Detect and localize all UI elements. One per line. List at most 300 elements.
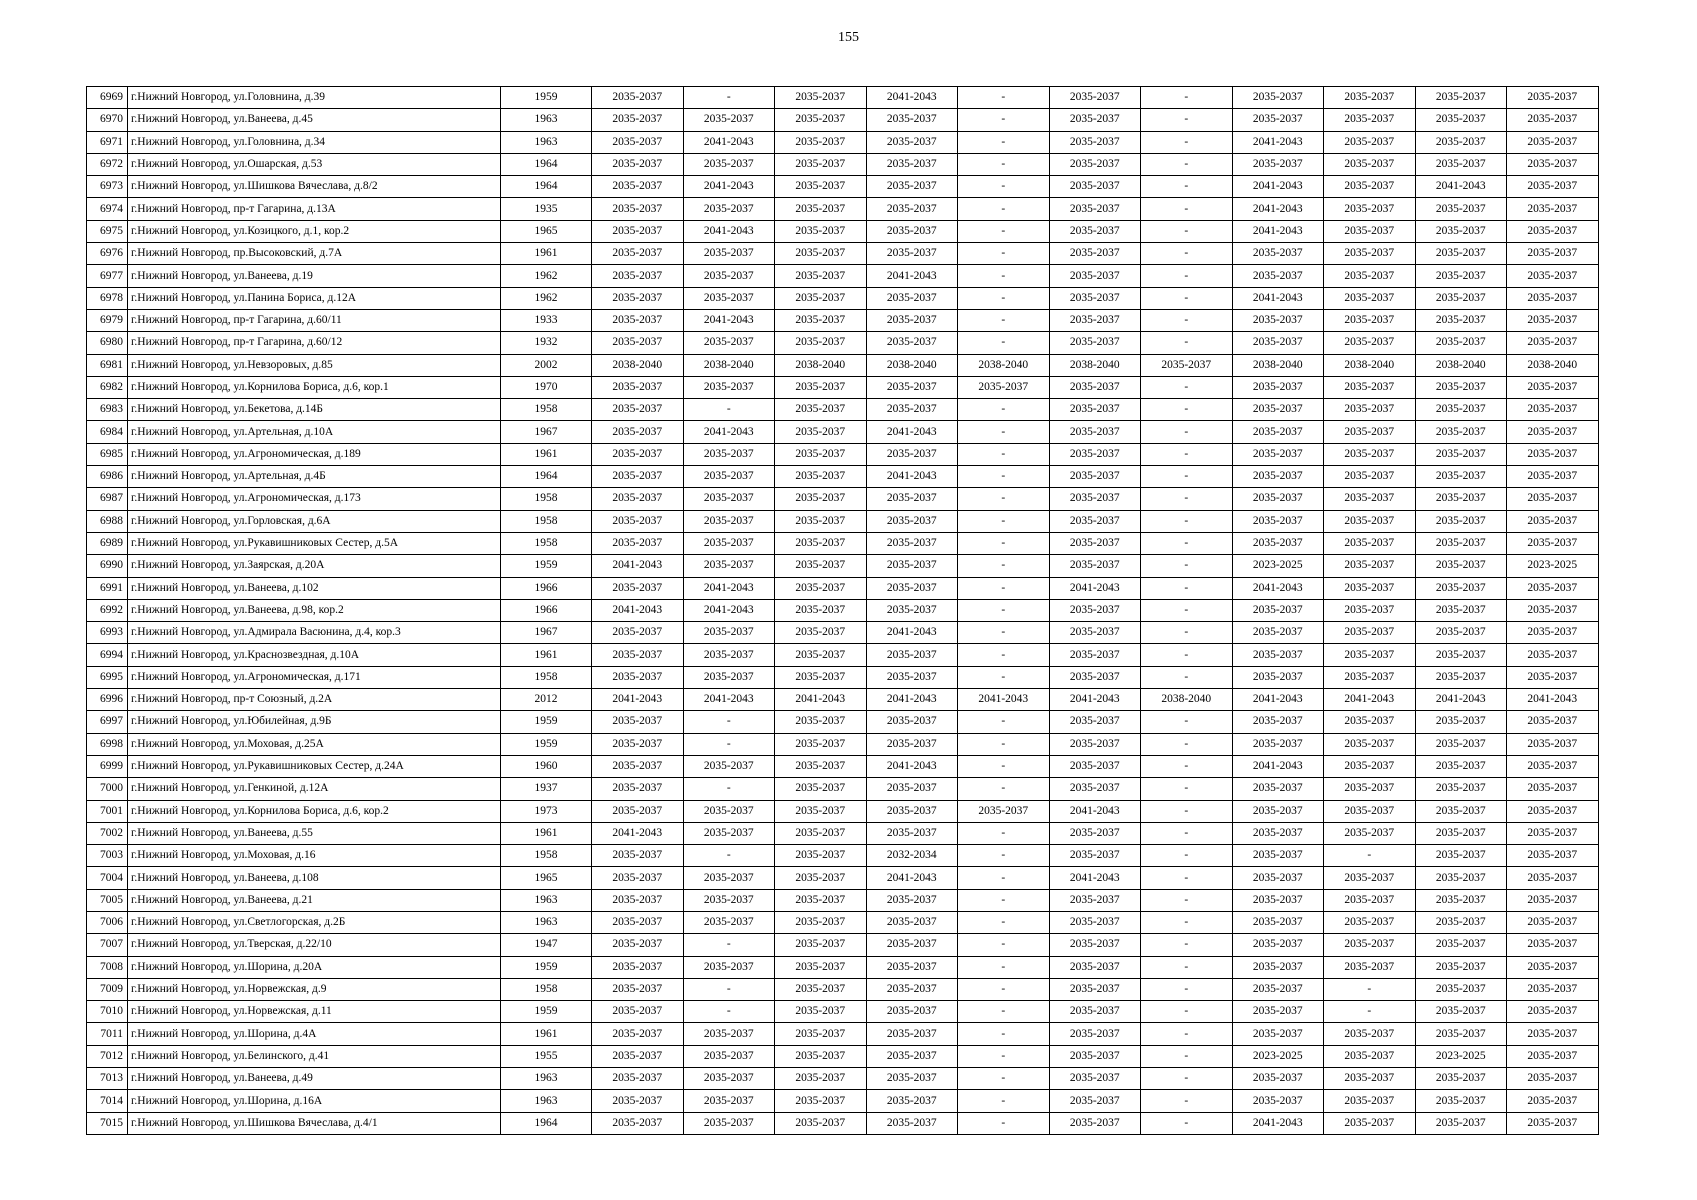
repair-period-cell: 2035-2037 bbox=[1415, 466, 1507, 488]
repair-period-cell: 2035-2037 bbox=[866, 220, 958, 242]
repair-period-cell: 2035-2037 bbox=[592, 978, 684, 1000]
repair-period-cell: 2035-2037 bbox=[958, 376, 1050, 398]
repair-period-cell: 2023-2025 bbox=[1507, 555, 1599, 577]
repair-period-cell: 2035-2037 bbox=[866, 332, 958, 354]
repair-period-cell: 2035-2037 bbox=[683, 644, 775, 666]
repair-period-cell: 2035-2037 bbox=[683, 488, 775, 510]
repair-period-cell: 2035-2037 bbox=[1232, 867, 1324, 889]
repair-period-cell: 2035-2037 bbox=[1324, 466, 1416, 488]
repair-period-cell: 2035-2037 bbox=[866, 1112, 958, 1134]
repair-period-cell: 2035-2037 bbox=[1049, 934, 1141, 956]
repair-period-cell: 2035-2037 bbox=[1415, 532, 1507, 554]
repair-period-cell: 2035-2037 bbox=[1049, 220, 1141, 242]
repair-period-cell: 2035-2037 bbox=[1415, 1068, 1507, 1090]
repair-period-cell: - bbox=[958, 1068, 1050, 1090]
repair-period-cell: 2035-2037 bbox=[1324, 176, 1416, 198]
repair-period-cell: 2035-2037 bbox=[1324, 488, 1416, 510]
row-number-cell: 7006 bbox=[87, 911, 128, 933]
repair-period-cell: 2035-2037 bbox=[1507, 666, 1599, 688]
repair-period-cell: 2038-2040 bbox=[958, 354, 1050, 376]
row-number-cell: 7005 bbox=[87, 889, 128, 911]
repair-period-cell: 2035-2037 bbox=[1415, 577, 1507, 599]
repair-period-cell: 2035-2037 bbox=[1049, 399, 1141, 421]
address-cell: г.Нижний Новгород, ул.Ванеева, д.21 bbox=[128, 889, 501, 911]
repair-period-cell: 2035-2037 bbox=[866, 399, 958, 421]
repair-period-cell: - bbox=[1141, 666, 1233, 688]
repair-period-cell: 2035-2037 bbox=[1324, 443, 1416, 465]
repair-period-cell: 2035-2037 bbox=[775, 510, 867, 532]
row-number-cell: 6972 bbox=[87, 153, 128, 175]
repair-period-cell: - bbox=[1141, 800, 1233, 822]
repair-period-cell: 2035-2037 bbox=[1049, 1045, 1141, 1067]
repair-period-cell: 2035-2037 bbox=[592, 198, 684, 220]
repair-period-cell: 2035-2037 bbox=[1324, 131, 1416, 153]
repair-period-cell: 2035-2037 bbox=[1049, 978, 1141, 1000]
repair-period-cell: 2035-2037 bbox=[775, 733, 867, 755]
repair-period-cell: 2035-2037 bbox=[1324, 911, 1416, 933]
repair-period-cell: 2035-2037 bbox=[866, 666, 958, 688]
repair-period-cell: 2035-2037 bbox=[866, 644, 958, 666]
build-year-cell: 1962 bbox=[501, 287, 592, 309]
repair-period-cell: - bbox=[958, 644, 1050, 666]
repair-period-cell: 2035-2037 bbox=[775, 577, 867, 599]
repair-period-cell: 2035-2037 bbox=[775, 443, 867, 465]
repair-period-cell: 2035-2037 bbox=[592, 845, 684, 867]
row-number-cell: 6983 bbox=[87, 399, 128, 421]
repair-period-cell: 2035-2037 bbox=[592, 488, 684, 510]
repair-period-cell: 2035-2037 bbox=[1324, 755, 1416, 777]
row-number-cell: 6998 bbox=[87, 733, 128, 755]
repair-period-cell: 2035-2037 bbox=[1415, 309, 1507, 331]
build-year-cell: 1959 bbox=[501, 87, 592, 109]
repair-period-cell: - bbox=[1141, 332, 1233, 354]
repair-period-cell: 2035-2037 bbox=[866, 711, 958, 733]
repair-period-cell: 2035-2037 bbox=[1415, 510, 1507, 532]
repair-period-cell: 2035-2037 bbox=[1324, 153, 1416, 175]
repair-period-cell: 2035-2037 bbox=[1232, 309, 1324, 331]
build-year-cell: 1959 bbox=[501, 1001, 592, 1023]
repair-period-cell: 2035-2037 bbox=[1415, 443, 1507, 465]
repair-period-cell: 2035-2037 bbox=[1049, 622, 1141, 644]
row-number-cell: 7011 bbox=[87, 1023, 128, 1045]
repair-period-cell: - bbox=[1141, 265, 1233, 287]
repair-period-cell: - bbox=[1141, 1023, 1233, 1045]
repair-period-cell: - bbox=[958, 443, 1050, 465]
address-cell: г.Нижний Новгород, ул.Артельная, д.10А bbox=[128, 421, 501, 443]
address-cell: г.Нижний Новгород, ул.Панина Бориса, д.12А bbox=[128, 287, 501, 309]
repair-period-cell: 2035-2037 bbox=[866, 1090, 958, 1112]
repair-period-cell: 2035-2037 bbox=[1049, 176, 1141, 198]
repair-period-cell: 2035-2037 bbox=[1324, 399, 1416, 421]
row-number-cell: 6995 bbox=[87, 666, 128, 688]
repair-period-cell: 2035-2037 bbox=[1415, 220, 1507, 242]
repair-period-cell: - bbox=[958, 555, 1050, 577]
repair-period-cell: - bbox=[958, 399, 1050, 421]
repair-period-cell: - bbox=[1141, 911, 1233, 933]
repair-period-cell: 2035-2037 bbox=[775, 265, 867, 287]
repair-period-cell: 2035-2037 bbox=[683, 510, 775, 532]
repair-period-cell: 2035-2037 bbox=[1415, 666, 1507, 688]
repair-period-cell: 2035-2037 bbox=[1232, 934, 1324, 956]
repair-period-cell: 2035-2037 bbox=[1324, 956, 1416, 978]
repair-period-cell: 2035-2037 bbox=[775, 911, 867, 933]
repair-period-cell: 2035-2037 bbox=[1507, 1023, 1599, 1045]
table-row bbox=[87, 466, 1599, 488]
repair-period-cell: 2041-2043 bbox=[1324, 689, 1416, 711]
repair-period-cell: - bbox=[1141, 488, 1233, 510]
repair-period-cell: 2038-2040 bbox=[1415, 354, 1507, 376]
build-year-cell: 1963 bbox=[501, 889, 592, 911]
address-cell: г.Нижний Новгород, ул.Головнина, д.34 bbox=[128, 131, 501, 153]
repair-period-cell: - bbox=[1141, 778, 1233, 800]
repair-period-cell: - bbox=[958, 978, 1050, 1000]
repair-period-cell: 2035-2037 bbox=[1049, 733, 1141, 755]
repair-period-cell: - bbox=[1141, 845, 1233, 867]
repair-period-cell: 2035-2037 bbox=[1049, 822, 1141, 844]
repair-period-cell: 2041-2043 bbox=[683, 689, 775, 711]
repair-period-cell: 2035-2037 bbox=[1049, 644, 1141, 666]
repair-period-cell: 2035-2037 bbox=[775, 666, 867, 688]
repair-period-cell: 2035-2037 bbox=[1232, 711, 1324, 733]
repair-period-cell: 2035-2037 bbox=[683, 198, 775, 220]
repair-period-cell: 2035-2037 bbox=[1507, 510, 1599, 532]
row-number-cell: 7003 bbox=[87, 845, 128, 867]
repair-period-cell: 2035-2037 bbox=[1232, 822, 1324, 844]
repair-period-cell: - bbox=[1141, 978, 1233, 1000]
repair-period-cell: 2035-2037 bbox=[1049, 1023, 1141, 1045]
repair-period-cell: 2035-2037 bbox=[1324, 1112, 1416, 1134]
repair-period-cell: 2035-2037 bbox=[1049, 510, 1141, 532]
repair-period-cell: 2035-2037 bbox=[866, 778, 958, 800]
row-number-cell: 7002 bbox=[87, 822, 128, 844]
table-row bbox=[87, 532, 1599, 554]
repair-period-cell: - bbox=[1141, 1090, 1233, 1112]
table-row bbox=[87, 755, 1599, 777]
repair-period-cell: - bbox=[958, 733, 1050, 755]
build-year-cell: 1932 bbox=[501, 332, 592, 354]
repair-period-cell: - bbox=[958, 153, 1050, 175]
build-year-cell: 1961 bbox=[501, 644, 592, 666]
repair-period-cell: 2038-2040 bbox=[775, 354, 867, 376]
row-number-cell: 6997 bbox=[87, 711, 128, 733]
repair-period-cell: 2035-2037 bbox=[1507, 845, 1599, 867]
row-number-cell: 6999 bbox=[87, 755, 128, 777]
address-cell: г.Нижний Новгород, пр-т Гагарина, д.13А bbox=[128, 198, 501, 220]
repair-period-cell: - bbox=[1141, 755, 1233, 777]
table-row bbox=[87, 153, 1599, 175]
repair-period-cell: 2035-2037 bbox=[1232, 399, 1324, 421]
table-row bbox=[87, 265, 1599, 287]
repair-period-cell: 2035-2037 bbox=[1232, 1023, 1324, 1045]
repair-period-cell: 2035-2037 bbox=[592, 711, 684, 733]
address-cell: г.Нижний Новгород, ул.Моховая, д.25А bbox=[128, 733, 501, 755]
repair-period-cell: - bbox=[958, 287, 1050, 309]
repair-period-cell: - bbox=[958, 488, 1050, 510]
repair-period-cell: - bbox=[1141, 243, 1233, 265]
build-year-cell: 1958 bbox=[501, 978, 592, 1000]
table-row bbox=[87, 711, 1599, 733]
address-cell: г.Нижний Новгород, ул.Шорина, д.16А bbox=[128, 1090, 501, 1112]
repair-period-cell: 2035-2037 bbox=[1415, 778, 1507, 800]
repair-period-cell: 2035-2037 bbox=[1507, 198, 1599, 220]
repair-period-cell: 2035-2037 bbox=[683, 376, 775, 398]
build-year-cell: 1973 bbox=[501, 800, 592, 822]
repair-period-cell: 2035-2037 bbox=[1049, 443, 1141, 465]
row-number-cell: 6993 bbox=[87, 622, 128, 644]
build-year-cell: 1965 bbox=[501, 220, 592, 242]
repair-period-cell: 2035-2037 bbox=[1415, 622, 1507, 644]
repair-period-cell: - bbox=[958, 845, 1050, 867]
page-number: 155 bbox=[838, 30, 859, 45]
repair-period-cell: 2035-2037 bbox=[1415, 399, 1507, 421]
repair-period-cell: - bbox=[1141, 1045, 1233, 1067]
repair-period-cell: - bbox=[958, 220, 1050, 242]
repair-period-cell: 2035-2037 bbox=[592, 733, 684, 755]
repair-period-cell: - bbox=[1141, 599, 1233, 621]
repair-period-cell: 2035-2037 bbox=[683, 466, 775, 488]
repair-period-cell: - bbox=[958, 131, 1050, 153]
table-row bbox=[87, 354, 1599, 376]
repair-period-cell: 2041-2043 bbox=[683, 577, 775, 599]
repair-period-cell: - bbox=[958, 198, 1050, 220]
repair-period-cell: 2035-2037 bbox=[592, 510, 684, 532]
build-year-cell: 1961 bbox=[501, 443, 592, 465]
row-number-cell: 7015 bbox=[87, 1112, 128, 1134]
repair-period-cell: 2035-2037 bbox=[1507, 778, 1599, 800]
repair-period-cell: - bbox=[1141, 220, 1233, 242]
repair-period-cell: - bbox=[1141, 577, 1233, 599]
repair-period-cell: 2041-2043 bbox=[1049, 689, 1141, 711]
repair-period-cell: 2035-2037 bbox=[1415, 153, 1507, 175]
repair-period-cell: - bbox=[958, 421, 1050, 443]
repair-period-cell: 2035-2037 bbox=[592, 911, 684, 933]
repair-period-cell: 2038-2040 bbox=[592, 354, 684, 376]
repair-period-cell: - bbox=[1141, 822, 1233, 844]
row-number-cell: 6991 bbox=[87, 577, 128, 599]
repair-period-cell: 2035-2037 bbox=[683, 243, 775, 265]
repair-period-cell: 2035-2037 bbox=[592, 889, 684, 911]
row-number-cell: 6986 bbox=[87, 466, 128, 488]
repair-period-cell: 2035-2037 bbox=[866, 443, 958, 465]
repair-period-cell: 2035-2037 bbox=[1507, 287, 1599, 309]
repair-period-cell: 2035-2037 bbox=[1415, 109, 1507, 131]
repair-period-cell: 2035-2037 bbox=[1415, 733, 1507, 755]
repair-period-cell: - bbox=[1141, 1001, 1233, 1023]
repair-period-cell: 2035-2037 bbox=[866, 1023, 958, 1045]
repair-period-cell: 2035-2037 bbox=[1507, 443, 1599, 465]
build-year-cell: 1964 bbox=[501, 1112, 592, 1134]
repair-period-cell: 2035-2037 bbox=[1324, 1045, 1416, 1067]
repair-period-cell: 2035-2037 bbox=[866, 822, 958, 844]
repair-period-cell: 2035-2037 bbox=[592, 109, 684, 131]
repair-period-cell: 2035-2037 bbox=[1141, 354, 1233, 376]
repair-period-cell: 2035-2037 bbox=[1324, 555, 1416, 577]
repair-period-cell: 2035-2037 bbox=[866, 733, 958, 755]
address-cell: г.Нижний Новгород, ул.Краснозвездная, д.10А bbox=[128, 644, 501, 666]
repair-period-cell: 2035-2037 bbox=[866, 510, 958, 532]
repair-period-cell: 2035-2037 bbox=[683, 287, 775, 309]
repair-period-cell: 2035-2037 bbox=[1415, 287, 1507, 309]
repair-period-cell: 2035-2037 bbox=[592, 956, 684, 978]
build-year-cell: 1958 bbox=[501, 399, 592, 421]
row-number-cell: 6996 bbox=[87, 689, 128, 711]
repair-period-cell: 2041-2043 bbox=[1415, 176, 1507, 198]
repair-period-cell: - bbox=[1141, 711, 1233, 733]
repair-period-cell: 2035-2037 bbox=[1507, 488, 1599, 510]
repair-period-cell: 2035-2037 bbox=[683, 1045, 775, 1067]
repair-period-cell: 2035-2037 bbox=[683, 1090, 775, 1112]
repair-period-cell: - bbox=[683, 978, 775, 1000]
repair-period-cell: 2035-2037 bbox=[775, 1023, 867, 1045]
address-cell: г.Нижний Новгород, ул.Заярская, д.20А bbox=[128, 555, 501, 577]
build-year-cell: 1933 bbox=[501, 309, 592, 331]
repair-period-cell: 2035-2037 bbox=[1324, 243, 1416, 265]
repair-period-cell: 2035-2037 bbox=[1507, 399, 1599, 421]
repair-period-cell: 2035-2037 bbox=[775, 332, 867, 354]
repair-period-cell: - bbox=[958, 1045, 1050, 1067]
repair-period-cell: 2035-2037 bbox=[775, 800, 867, 822]
repair-period-cell: 2035-2037 bbox=[1507, 1001, 1599, 1023]
repair-period-cell: 2035-2037 bbox=[1507, 1112, 1599, 1134]
row-number-cell: 6994 bbox=[87, 644, 128, 666]
repair-period-cell: 2035-2037 bbox=[1232, 800, 1324, 822]
repair-period-cell: 2035-2037 bbox=[775, 889, 867, 911]
row-number-cell: 7014 bbox=[87, 1090, 128, 1112]
build-year-cell: 1958 bbox=[501, 666, 592, 688]
repair-period-cell: - bbox=[958, 1112, 1050, 1134]
repair-period-cell: 2035-2037 bbox=[866, 153, 958, 175]
repair-period-cell: 2035-2037 bbox=[866, 978, 958, 1000]
repair-period-cell: 2035-2037 bbox=[1415, 198, 1507, 220]
repair-period-cell: - bbox=[1141, 555, 1233, 577]
repair-period-cell: 2035-2037 bbox=[1049, 109, 1141, 131]
repair-period-cell: 2041-2043 bbox=[683, 176, 775, 198]
repair-period-cell: 2038-2040 bbox=[683, 354, 775, 376]
repair-period-cell: 2041-2043 bbox=[1049, 800, 1141, 822]
repair-period-cell: 2035-2037 bbox=[775, 644, 867, 666]
repair-period-cell: 2035-2037 bbox=[775, 978, 867, 1000]
repair-period-cell: 2035-2037 bbox=[1507, 309, 1599, 331]
repair-period-cell: - bbox=[1141, 1112, 1233, 1134]
repair-period-cell: 2035-2037 bbox=[592, 778, 684, 800]
table-row bbox=[87, 488, 1599, 510]
repair-period-cell: - bbox=[958, 889, 1050, 911]
repair-period-cell: - bbox=[958, 711, 1050, 733]
row-number-cell: 7012 bbox=[87, 1045, 128, 1067]
repair-period-cell: - bbox=[958, 1023, 1050, 1045]
table-row bbox=[87, 1090, 1599, 1112]
row-number-cell: 6975 bbox=[87, 220, 128, 242]
repair-period-cell: 2035-2037 bbox=[1324, 332, 1416, 354]
repair-period-cell: 2035-2037 bbox=[866, 131, 958, 153]
address-cell: г.Нижний Новгород, ул.Рукавишниковых Сестер, д.24А bbox=[128, 755, 501, 777]
repair-period-cell: 2035-2037 bbox=[866, 577, 958, 599]
repair-period-cell: 2035-2037 bbox=[683, 666, 775, 688]
repair-period-cell: 2035-2037 bbox=[1049, 153, 1141, 175]
address-cell: г.Нижний Новгород, ул.Ванеева, д.49 bbox=[128, 1068, 501, 1090]
repair-period-cell: 2041-2043 bbox=[866, 87, 958, 109]
table-row bbox=[87, 956, 1599, 978]
repair-period-cell: 2035-2037 bbox=[775, 399, 867, 421]
repair-period-cell: 2035-2037 bbox=[775, 755, 867, 777]
repair-period-cell: 2035-2037 bbox=[592, 309, 684, 331]
repair-period-cell: - bbox=[958, 911, 1050, 933]
repair-period-cell: 2035-2037 bbox=[1232, 733, 1324, 755]
table-row bbox=[87, 733, 1599, 755]
repair-period-cell: 2041-2043 bbox=[866, 265, 958, 287]
repair-period-cell: 2041-2043 bbox=[1232, 176, 1324, 198]
address-cell: г.Нижний Новгород, пр.Высоковский, д.7А bbox=[128, 243, 501, 265]
repair-period-cell: 2035-2037 bbox=[1507, 889, 1599, 911]
repair-period-cell: 2035-2037 bbox=[1324, 220, 1416, 242]
repair-period-cell: - bbox=[958, 332, 1050, 354]
table-row bbox=[87, 198, 1599, 220]
build-year-cell: 1965 bbox=[501, 867, 592, 889]
repair-period-cell: 2035-2037 bbox=[1415, 822, 1507, 844]
repair-period-cell: 2041-2043 bbox=[592, 555, 684, 577]
repair-period-cell: 2035-2037 bbox=[592, 1023, 684, 1045]
repair-period-cell: 2035-2037 bbox=[775, 421, 867, 443]
repair-period-cell: 2035-2037 bbox=[592, 243, 684, 265]
row-number-cell: 6985 bbox=[87, 443, 128, 465]
repair-period-cell: 2041-2043 bbox=[1232, 689, 1324, 711]
repair-period-cell: - bbox=[958, 87, 1050, 109]
repair-period-cell: - bbox=[1141, 376, 1233, 398]
repair-period-cell: 2035-2037 bbox=[1507, 733, 1599, 755]
row-number-cell: 6980 bbox=[87, 332, 128, 354]
repair-period-cell: 2035-2037 bbox=[775, 131, 867, 153]
repair-period-cell: 2035-2037 bbox=[866, 287, 958, 309]
address-cell: г.Нижний Новгород, ул.Агрономическая, д.173 bbox=[128, 488, 501, 510]
build-year-cell: 1963 bbox=[501, 109, 592, 131]
repair-period-cell: 2035-2037 bbox=[1415, 1001, 1507, 1023]
repair-period-cell: - bbox=[1141, 466, 1233, 488]
repair-period-cell: 2035-2037 bbox=[1415, 755, 1507, 777]
repair-period-cell: 2035-2037 bbox=[775, 287, 867, 309]
repair-period-cell: 2041-2043 bbox=[683, 131, 775, 153]
repair-period-cell: 2035-2037 bbox=[1232, 265, 1324, 287]
repair-period-cell: 2035-2037 bbox=[1232, 443, 1324, 465]
table-row bbox=[87, 599, 1599, 621]
repair-period-cell: - bbox=[683, 711, 775, 733]
repair-period-cell: 2035-2037 bbox=[592, 1068, 684, 1090]
repair-period-cell: 2035-2037 bbox=[1232, 622, 1324, 644]
repair-period-cell: 2035-2037 bbox=[775, 622, 867, 644]
row-number-cell: 6973 bbox=[87, 176, 128, 198]
repair-period-cell: 2035-2037 bbox=[1415, 1112, 1507, 1134]
repair-period-cell: 2035-2037 bbox=[775, 555, 867, 577]
repair-period-cell: 2035-2037 bbox=[592, 755, 684, 777]
address-cell: г.Нижний Новгород, ул.Норвежская, д.11 bbox=[128, 1001, 501, 1023]
repair-period-cell: - bbox=[1141, 176, 1233, 198]
repair-period-cell: 2035-2037 bbox=[1507, 1068, 1599, 1090]
repair-period-cell: 2035-2037 bbox=[592, 622, 684, 644]
row-number-cell: 7001 bbox=[87, 800, 128, 822]
build-year-cell: 1966 bbox=[501, 599, 592, 621]
repair-period-cell: 2035-2037 bbox=[1049, 265, 1141, 287]
address-cell: г.Нижний Новгород, ул.Норвежская, д.9 bbox=[128, 978, 501, 1000]
repair-period-cell: 2035-2037 bbox=[592, 265, 684, 287]
table-row bbox=[87, 622, 1599, 644]
repair-period-cell: 2035-2037 bbox=[1415, 867, 1507, 889]
repair-period-cell: 2035-2037 bbox=[1415, 800, 1507, 822]
address-cell: г.Нижний Новгород, ул.Невзоровых, д.85 bbox=[128, 354, 501, 376]
repair-period-cell: 2035-2037 bbox=[1507, 822, 1599, 844]
row-number-cell: 6969 bbox=[87, 87, 128, 109]
address-cell: г.Нижний Новгород, ул.Светлогорская, д.2Б bbox=[128, 911, 501, 933]
row-number-cell: 6970 bbox=[87, 109, 128, 131]
repair-period-cell: 2035-2037 bbox=[775, 532, 867, 554]
